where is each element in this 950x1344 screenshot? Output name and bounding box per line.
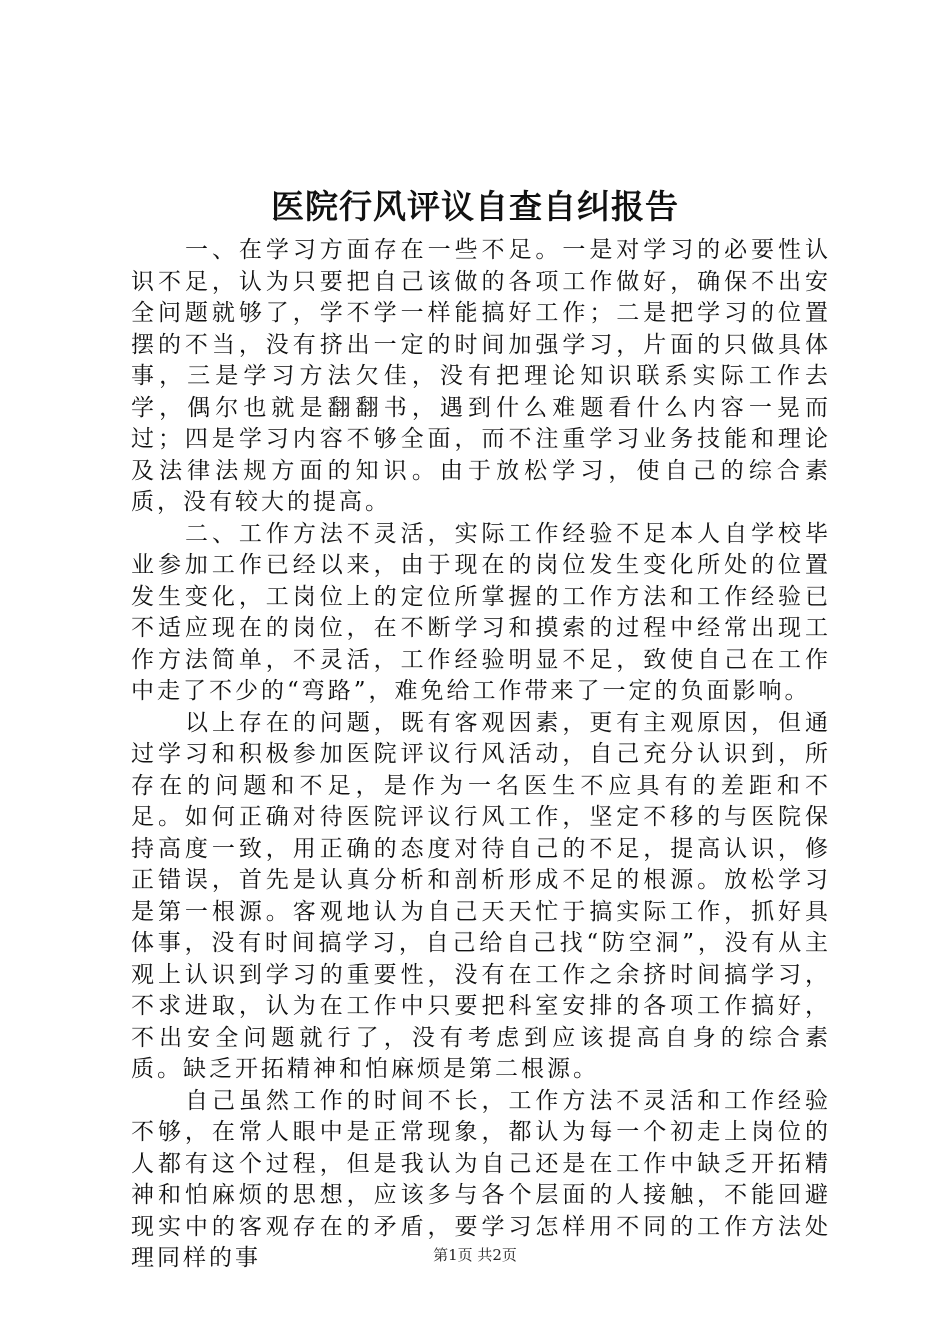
- paragraph-2: 二、工作方法不灵活，实际工作经验不足本人自学校毕业参加工作已经以来，由于现在的岗位发生变化所处的位置发生变化，工岗位上的定位所掌握的工作方法和工作经验已不适应现在的岗位，在不断学习和摸索的过程中经常出现工作方法简单，不灵活，工作经验明显不足，致使自己在工作中走了不少的“弯路”，难免给工作带来了一定的负面影响。: [131, 520, 831, 704]
- paragraph-1: 一、在学习方面存在一些不足。一是对学习的必要性认识不足，认为只要把自己该做的各项工作做好，确保不出安全问题就够了，学不学一样能搞好工作；二是把学习的位置摆的不当，没有挤出一定的时间加强学习，片面的只做具体事，三是学习方法欠佳，没有把理论知识联系实际工作去学，偶尔也就是翻翻书，遇到什么难题看什么内容一晃而过；四是学习内容不够全面，而不注重学习业务技能和理论及法律法规方面的知识。由于放松学习，使自己的综合素质，没有较大的提高。: [131, 237, 831, 515]
- paragraph-4: 自己虽然工作的时间不长，工作方法不灵活和工作经验不够，在常人眼中是正常现象，都认为每一个初走上岗位的人都有这个过程，但是我认为自己还是在工作中缺乏开拓精神和怕麻烦的思想，应该多与各个层面的人接触，不能回避现实中的客观存在的矛盾，要学习怎样用不同的工作方法处理同样的事: [131, 1087, 831, 1271]
- document-body: [131, 235, 831, 1275]
- paragraph-3: 以上存在的问题，既有客观因素，更有主观原因，但通过学习和积极参加医院评议行风活动，自己充分认识到，所存在的问题和不足，是作为一名医生不应具有的差距和不足。如何正确对待医院评议行风工作，坚定不移的与医院保持高度一致，用正确的态度对待自己的不足，提高认识，修正错误，首先是认真分析和剖析形成不足的根源。放松学习是第一根源。客观地认为自己天天忙于搞实际工作，抓好具体事，没有时间搞学习，自己给自己找“防空洞”，没有从主观上认识到学习的重要性，没有在工作之余挤时间搞学习，不求进取，认为在工作中只要把科室安排的各项工作搞好，不出安全问题就行了，没有考虑到应该提高自身的综合素质。缺乏开拓精神和怕麻烦是第二根源。: [131, 709, 831, 1082]
- document-title: 医院行风评议自查自纠报告: [271, 187, 679, 226]
- page-number-footer: 第1页 共2页: [433, 1246, 517, 1264]
